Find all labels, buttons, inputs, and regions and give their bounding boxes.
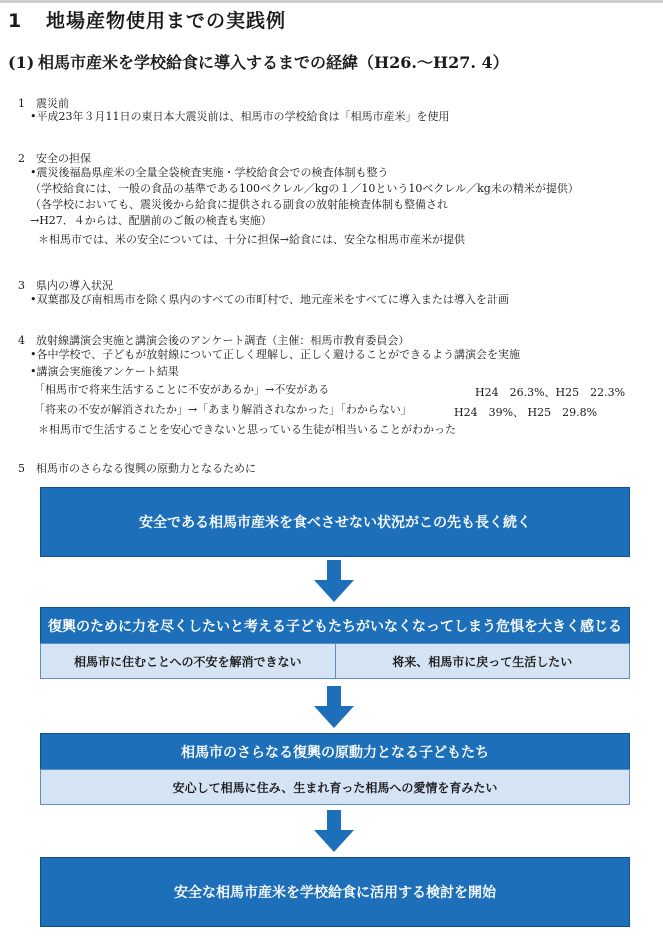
top-rule (0, 0, 663, 3)
section-2-line: （各学校においても、震災後から給食に提供される副食の放射能検査体制も整備され (30, 198, 448, 211)
flow-box-3-sub (40, 769, 630, 805)
section-1-line: •平成23年３月11日の東日本大震災前は、相馬市の学校給食は「相馬市産米」を使用 (30, 110, 450, 123)
section-2-line: →H27．４からは、配膳前のご飯の検査も実施） (30, 214, 272, 227)
section-4-line: •講演会実施後アンケート結果 (30, 365, 179, 378)
down-arrow-icon (314, 686, 354, 728)
section-4-line: •各中学校で、子どもが放射線について正しく理解し、正しく避けることができるよう講演会を実施 (30, 348, 521, 361)
section-5-title: 5 相馬市のさらなる復興の原動力となるために (18, 462, 256, 475)
flow-box-2-sub-left: 相馬市に住むことへの不安を解消できない (73, 654, 302, 669)
flow-box-2: 復興のために力を尽くしたいと考える子どもたちがいなくなってしまう危惧を大きく感じる (40, 607, 630, 644)
section-2-title: 2 安全の担保 (18, 152, 91, 165)
survey-question-1: 「相馬市で将来生活することに不安があるか」→不安がある (34, 383, 330, 396)
survey-result-2: H24 39%、 H25 29.8% (454, 406, 598, 419)
section-2-line: •震災後福島県産米の全量全袋検査実施・学校給食会での検査体制も整う (30, 166, 389, 179)
section-3-title: 3 県内の導入状況 (18, 279, 113, 292)
flow-box-3: 相馬市のさらなる復興の原動力となる子どもたち (40, 733, 630, 770)
section-4-title: 4 放射線講演会実施と講演会後のアンケート調査（主催：相馬市教育委員会） (18, 334, 410, 347)
page-title: 1 地場産物使用までの実践例 (8, 10, 287, 32)
down-arrow-icon (314, 810, 354, 852)
section-4-note: ＊相馬市で生活することを安心できないと思っている生徒が相当いることがわかった (38, 423, 456, 436)
survey-question-2: 「将来の不安が解消されたか」→「あまり解消されなかった」「わからない」 (34, 403, 412, 416)
flow-box-4: 安全な相馬市産米を学校給食に活用する検討を開始 (40, 857, 630, 927)
flow-box-2-sub (40, 643, 630, 679)
flow-box-1: 安全である相馬市産米を食べさせない状況がこの先も長く続く (40, 487, 630, 557)
flow-box-3-sub-text: 安心して相馬に住み、生まれ育った相馬への愛情を育みたい (172, 780, 498, 795)
section-3-line: •双葉郡及び南相馬市を除く県内のすべての市町村で、地元産米をすべてに導入または導入を計画 (30, 293, 509, 306)
section-2-line: （学校給食には、一般の食品の基準である100ベクレル／kgの１／10という10ベクレル／kg未の精米が提供） (30, 182, 579, 195)
section-subtitle: (1) 相馬市産米を学校給食に導入するまでの経緯（H26.～H27. 4） (8, 53, 509, 72)
survey-result-1: H24 26.3%、H25 22.3% (475, 386, 626, 399)
down-arrow-icon (314, 560, 354, 602)
flow-box-2-sub-right: 将来、相馬市に戻って生活したい (335, 644, 630, 678)
section-2-note: ＊相馬市では、米の安全については、十分に担保→給食には、安全な相馬市産米が提供 (38, 233, 465, 246)
section-1-title: 1 震災前 (18, 97, 69, 110)
